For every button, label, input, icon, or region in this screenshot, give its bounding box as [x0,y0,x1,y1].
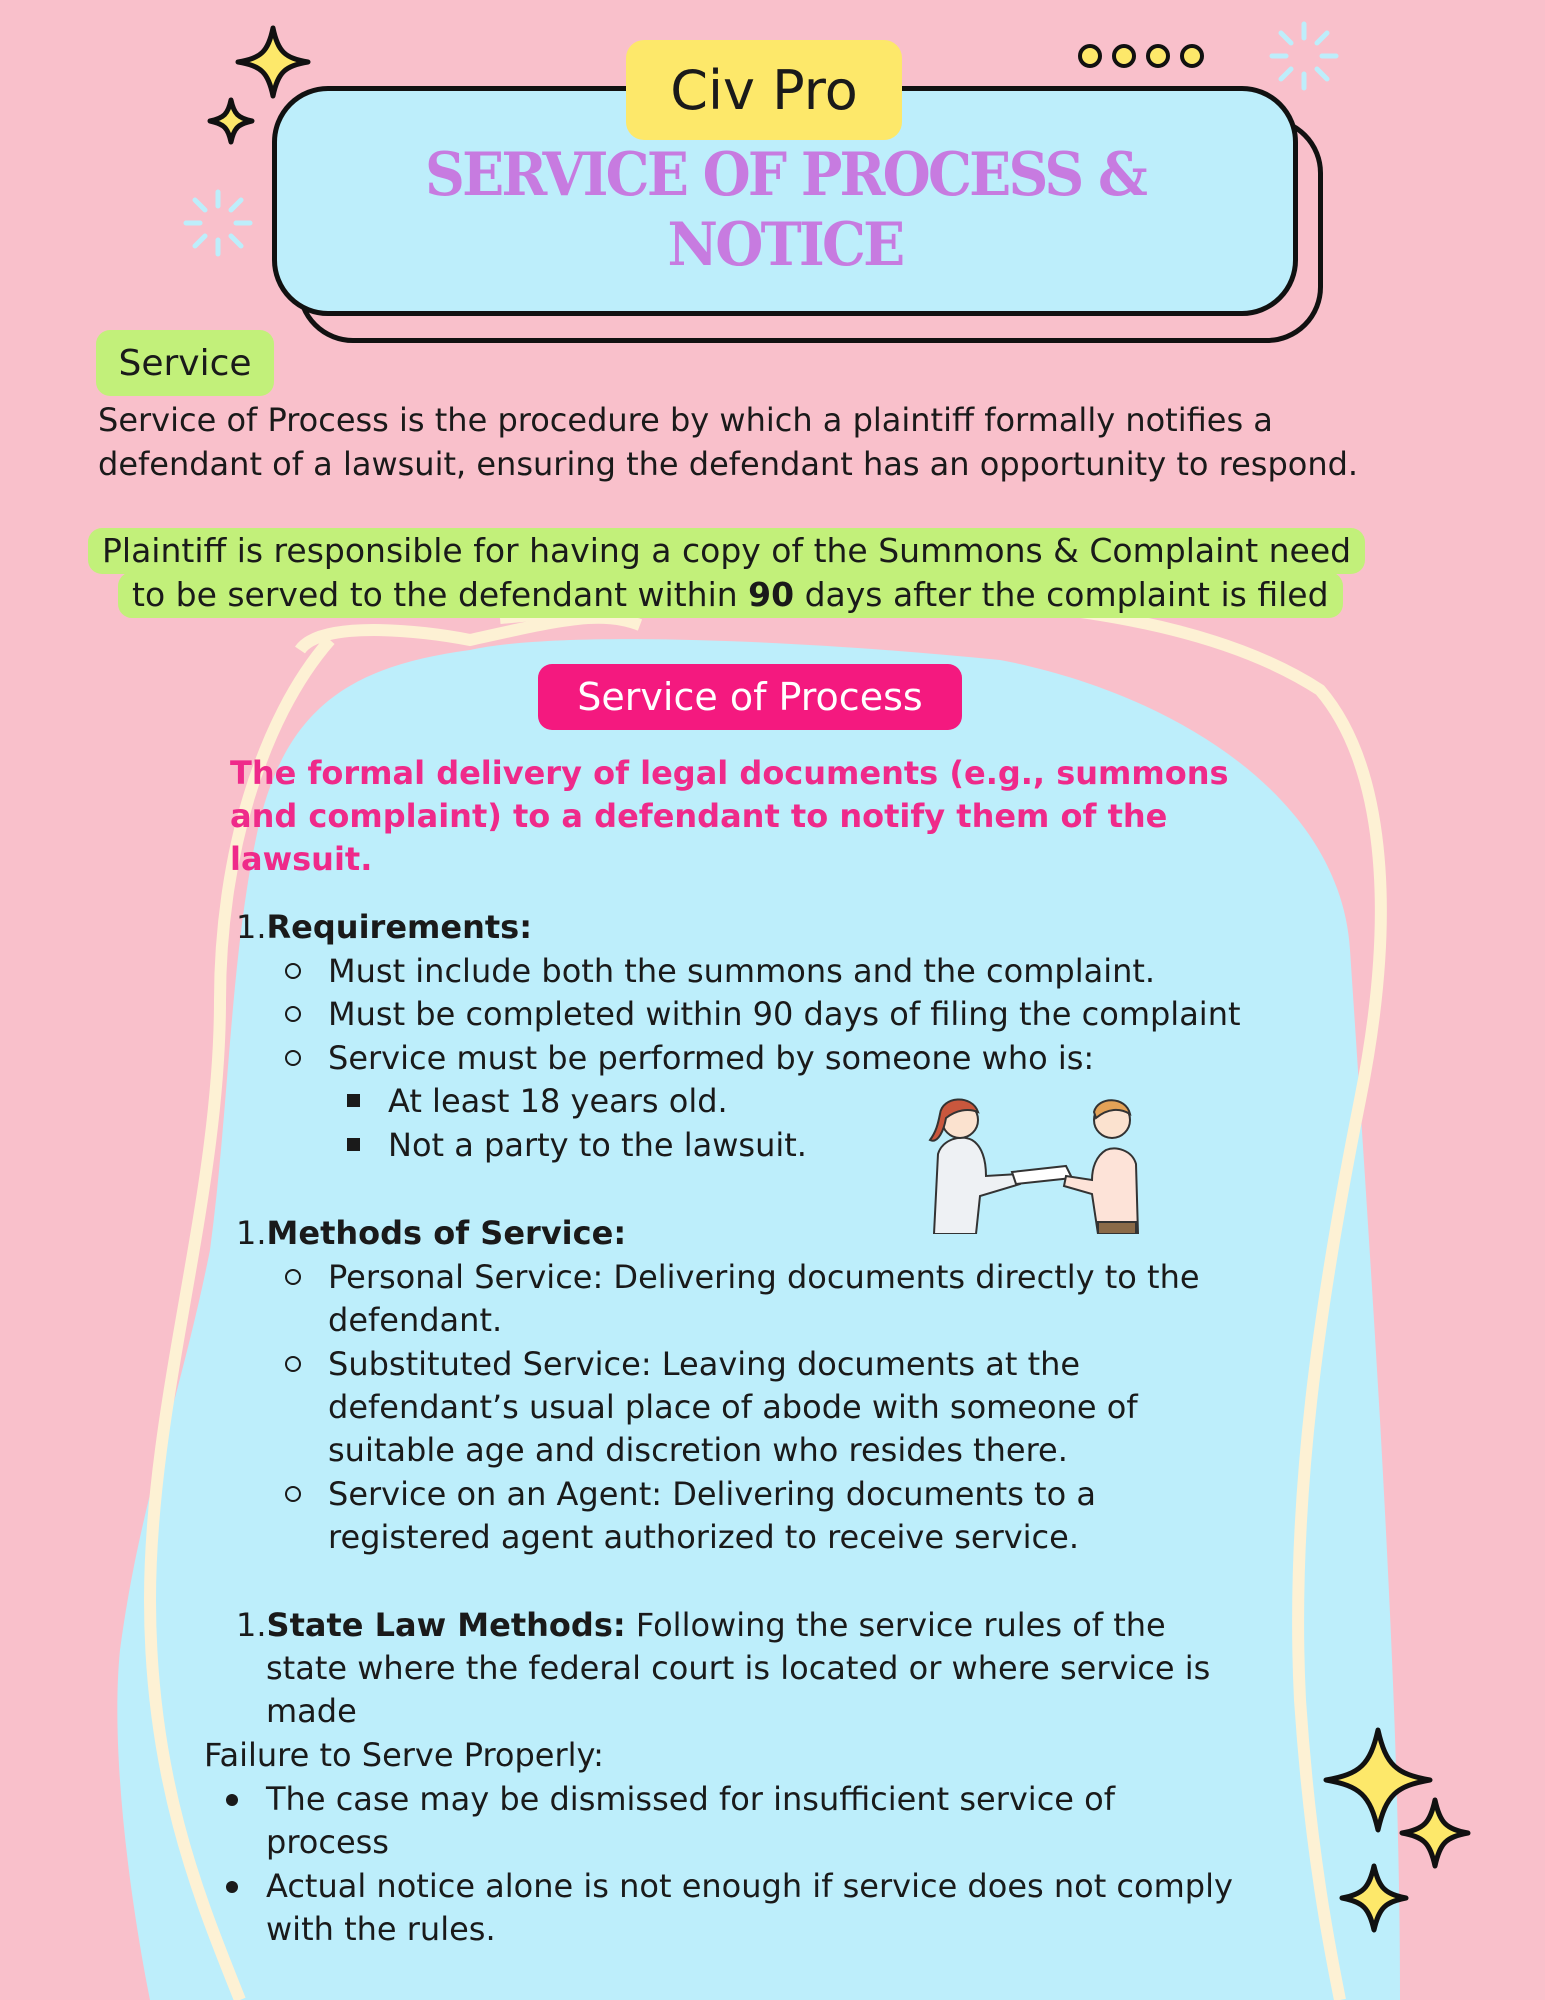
service-label: Service [96,330,274,396]
definition [230,752,1270,881]
sparkle-icon [238,28,308,96]
list-item-line: suitable age and discretion who resides there. [328,1431,1068,1469]
list-item-line: Substituted Service: Leaving documents at the [328,1345,1081,1383]
circle-bullet-icon [285,1050,301,1066]
list-number: 1. [236,908,267,946]
highlight-days: 90 [748,575,795,614]
square-bullet-icon [347,1094,360,1107]
handover-illustration [916,1084,1156,1234]
list-item-line: The case may be dismissed for insufficient service of [266,1780,1115,1818]
dots-icon [1080,46,1202,66]
list-item [328,1473,1096,1559]
definition-line: and complaint) to a defendant to notify them of the [230,797,1168,835]
list-item: At least 18 years old. [388,1082,728,1120]
list-number: 1. [236,1214,267,1252]
dot-bullet-icon [226,1881,238,1893]
state-law-text: made [266,1692,357,1730]
list-item-line: registered agent authorized to receive service. [328,1518,1079,1556]
highlight-text: to be served to the defendant within [132,575,749,614]
burst-icon [1272,24,1336,88]
sparkle-icon [210,100,252,142]
service-description [98,398,1498,486]
circle-bullet-icon [285,1486,301,1502]
requirements-title: Requirements: [266,908,532,946]
circle-bullet-icon [285,1006,301,1022]
list-item: Must be completed within 90 days of filing the complaint [328,995,1241,1033]
service-description-line: defendant of a lawsuit, ensuring the defendant has an opportunity to respond. [98,445,1359,483]
list-item: Service must be performed by someone who is: [328,1039,1095,1077]
dot-bullet-icon [226,1794,238,1806]
list-item-line: with the rules. [266,1910,496,1948]
header-tag: Civ Pro [626,40,902,140]
list-item: Not a party to the lawsuit. [388,1126,807,1164]
failure-heading: Failure to Serve Properly: [204,1736,604,1774]
list-item [328,1256,1200,1342]
service-description-line: Service of Process is the procedure by which a plaintiff formally notifies a [98,401,1273,439]
requirements-heading [236,906,532,949]
circle-bullet-icon [285,1356,301,1372]
definition-line: The formal delivery of legal documents (e.g., summons [230,754,1229,792]
state-law-title: State Law Methods: [266,1606,626,1644]
list-item [266,1778,1115,1864]
methods-heading [236,1212,626,1255]
highlight-text: days after the complaint is filed [794,575,1329,614]
list-number: 1. [236,1606,267,1644]
methods-title: Methods of Service: [266,1214,627,1252]
list-item-line: Service on an Agent: Delivering documents to a [328,1475,1096,1513]
state-law-text: state where the federal court is located or where service is [266,1649,1211,1687]
page-title: SERVICE OF PROCESS & NOTICE [424,140,1146,280]
state-law-text: Following the service rules of the [625,1606,1166,1644]
list-item-line: process [266,1823,389,1861]
definition-line: lawsuit. [230,840,373,878]
highlight-line [118,572,1343,618]
circle-bullet-icon [285,1269,301,1285]
list-item-line: Personal Service: Delivering documents directly to the [328,1258,1200,1296]
square-bullet-icon [347,1138,360,1151]
list-item: Must include both the summons and the complaint. [328,952,1156,990]
list-item-line: Actual notice alone is not enough if service does not comply [266,1867,1233,1905]
list-item [328,1343,1138,1472]
list-item-line: defendant. [328,1301,503,1339]
state-law-item [236,1604,1296,1733]
list-item-line: defendant’s usual place of abode with someone of [328,1388,1138,1426]
highlight-line: Plaintiff is responsible for having a copy of the Summons & Complaint need [88,528,1365,574]
service-of-process-label: Service of Process [538,664,962,730]
list-item [266,1865,1233,1951]
circle-bullet-icon [285,963,301,979]
sparkle-icon [1402,1800,1468,1866]
burst-icon [186,192,250,254]
